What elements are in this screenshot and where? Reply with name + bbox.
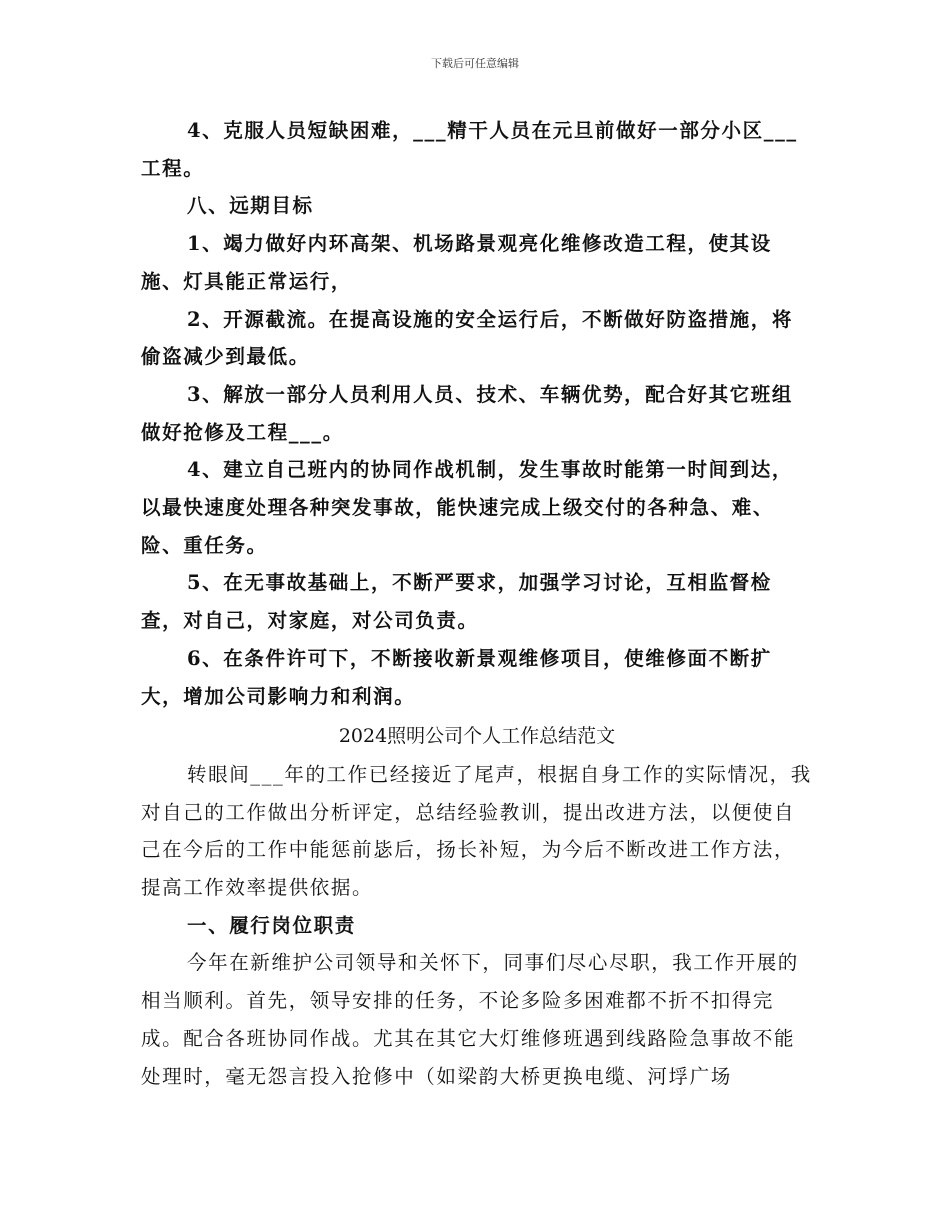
goal-item-6: 6、在条件许可下，不断接收新景观维修项目，使维修面不断扩大，增加公司影响力和利润。 — [141, 646, 772, 708]
section-heading-duties: 一、履行岗位职责 — [187, 913, 356, 937]
page-header: 下载后可任意编辑 — [431, 57, 519, 70]
goal-item-4: 4、建立自己班内的协同作战机制，发生事故时能第一时间到达，以最快速度处理各种突发事故，能快速完成上级交付的各种急、难、险、重任务。 — [141, 458, 793, 557]
paragraph-item-4-staff: 4、克服人员短缺困难，___精干人员在元旦前做好一部分小区___工程。 — [141, 119, 798, 180]
goal-item-1: 1、竭力做好内环高架、机场路景观亮化维修改造工程，使其设施、灯具能正常运行， — [141, 232, 772, 293]
goal-item-3: 3、解放一部分人员利用人员、技术、车辆优势，配合好其它班组做好抢修及工程___。 — [141, 382, 793, 444]
intro-paragraph: 转眼间___年的工作已经接近了尾声，根据自身工作的实际情况，我对自己的工作做出分析评定，总结经验教训，提出改进方法，以便使自己在今后的工作中能惩前毖后，扬长补短，为今后不断改进工作方法，提高工作效率提供依据。 — [141, 762, 812, 900]
section-heading-long-term-goals: 八、远期目标 — [187, 194, 314, 218]
duties-paragraph: 今年在新维护公司领导和关怀下，同事们尽心尽职，我工作开展的相当顺利。首先，领导安排的任务，不论多险多困难都不折不扣得完成。配合各班协同作战。尤其在其它大灯维修班遇到线路险急事故不能处理时，毫无怨言投入抢修中（如梁韵大桥更换电缆、河垺广场 — [141, 951, 799, 1088]
goal-item-5: 5、在无事故基础上，不断严要求，加强学习讨论，互相监督检查，对自己，对家庭，对公司负责。 — [141, 571, 772, 633]
document-title: 2024照明公司个人工作总结范文 — [338, 725, 616, 748]
document-body — [141, 112, 813, 1095]
goal-item-2: 2、开源截流。在提高设施的安全运行后，不断做好防盗措施，将偷盗减少到最低。 — [141, 307, 793, 369]
